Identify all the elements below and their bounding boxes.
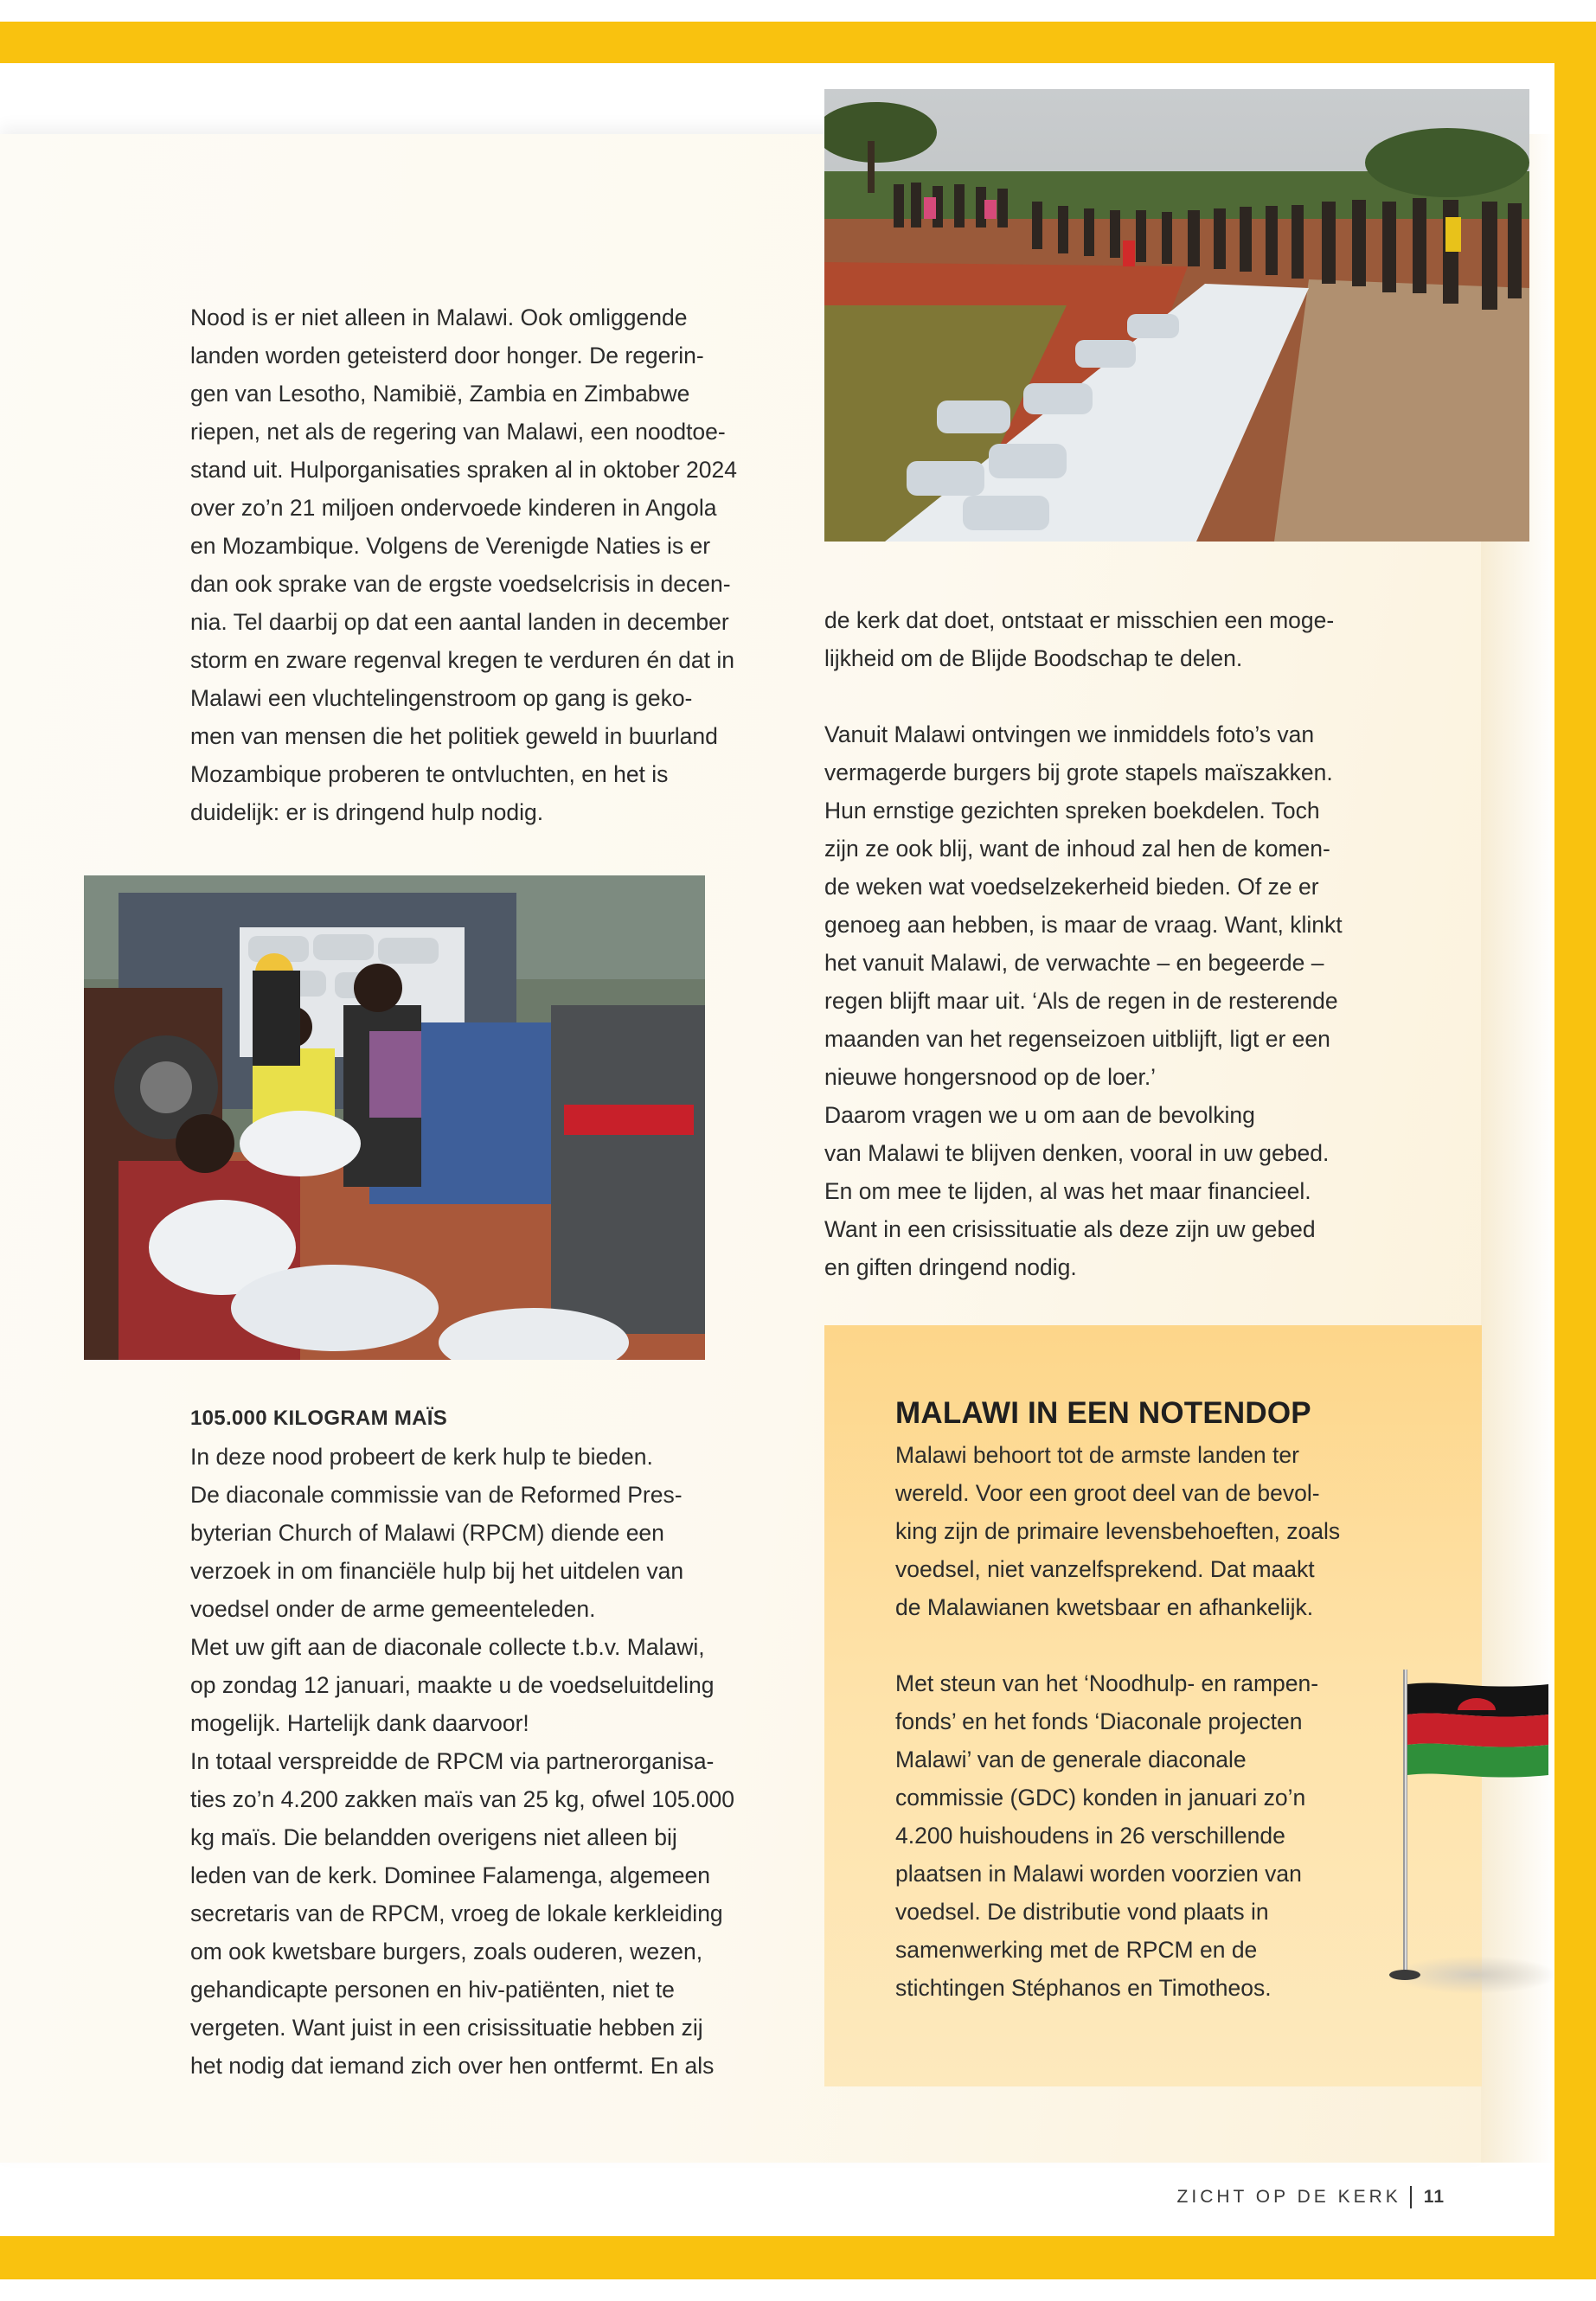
maize-text-line: secretaris van de RPCM, vroeg de lokale kerkleiding <box>190 1900 723 1926</box>
intro-text-line: storm en zware regenval kregen te verduren én dat in <box>190 647 734 673</box>
intro-text-line: gen van Lesotho, Namibië, Zambia en Zimbabwe <box>190 381 690 407</box>
intro-text-line: riepen, net als de regering van Malawi, een noodtoe- <box>190 419 726 445</box>
intro-text <box>190 298 787 831</box>
fact-box-line: voedsel. De distributie vond plaats in <box>895 1899 1269 1925</box>
magazine-name: ZICHT OP DE KERK <box>1176 2187 1401 2207</box>
right-text-line: en giften dringend nodig. <box>824 1254 1077 1280</box>
fact-box-line: samenwerking met de RPCM en de <box>895 1937 1258 1963</box>
maize-text-line: voedsel onder de arme gemeenteleden. <box>190 1596 596 1622</box>
intro-text-line: duidelijk: er is dringend hulp nodig. <box>190 799 544 825</box>
intro-text-line: men van mensen die het politiek geweld in buurland <box>190 723 718 749</box>
intro-text-line: Mozambique proberen te ontvluchten, en het is <box>190 761 669 787</box>
right-text-line: de kerk dat doet, ontstaat er misschien een moge- <box>824 607 1335 633</box>
intro-text-line: Nood is er niet alleen in Malawi. Ook omliggende <box>190 304 688 330</box>
right-text-line: Want in een crisissituatie als deze zijn uw gebed <box>824 1216 1316 1242</box>
right-text-line: Vanuit Malawi ontvingen we inmiddels foto’s van <box>824 721 1315 747</box>
fact-box-line: wereld. Voor een groot deel van de bevol- <box>895 1480 1320 1506</box>
fact-box-line: voedsel, niet vanzelfsprekend. Dat maakt <box>895 1556 1315 1582</box>
right-text-line: En om mee te lijden, al was het maar financieel. <box>824 1178 1311 1204</box>
maize-text-line: De diaconale commissie van de Reformed Pres- <box>190 1482 683 1508</box>
right-text-line: regen blijft maar uit. ‘Als de regen in de resterende <box>824 988 1338 1014</box>
maize-text-line: Met uw gift aan de diaconale collecte t.b.v. Malawi, <box>190 1634 705 1660</box>
right-text-line: de weken wat voedselzekerheid bieden. Of ze er <box>824 874 1319 900</box>
section-heading-maize: 105.000 KILOGRAM MAÏS <box>190 1407 448 1430</box>
maize-text-line: kg maïs. Die belandden overigens niet alleen bij <box>190 1824 677 1850</box>
maize-text-line: verzoek in om financiële hulp bij het uitdelen van <box>190 1558 684 1584</box>
intro-text-line: over zo’n 21 miljoen ondervoede kinderen in Angola <box>190 495 717 521</box>
page-footer <box>1177 2186 1445 2208</box>
frame-bottom-bar <box>0 2236 1596 2279</box>
maize-text-line: om ook kwetsbare burgers, zoals ouderen, wezen, <box>190 1939 703 1965</box>
maize-text-line: op zondag 12 januari, maakte u de voedseluitdeling <box>190 1672 715 1698</box>
footer-separator <box>1410 2186 1412 2208</box>
fact-box-line: Met steun van het ‘Noodhulp- en rampen- <box>895 1670 1319 1696</box>
people-beside-maize-sacks-photo <box>824 89 1529 542</box>
intro-text-line: nia. Tel daarbij op dat een aantal landen in december <box>190 609 729 635</box>
maize-text-line: leden van de kerk. Dominee Falamenga, algemeen <box>190 1862 711 1888</box>
maize-text-line: vergeten. Want juist in een crisissituatie hebben zij <box>190 2015 703 2041</box>
right-text-line: zijn ze ook blij, want de inhoud zal hen de komen- <box>824 836 1330 862</box>
maize-text-line: ties zo’n 4.200 zakken maïs van 25 kg, ofwel 105.000 <box>190 1786 735 1812</box>
intro-text-line: Malawi een vluchtelingenstroom op gang is geko- <box>190 685 693 711</box>
fact-box-line: fonds’ en het fonds ‘Diaconale projecten <box>895 1708 1303 1734</box>
maize-text-line: byterian Church of Malawi (RPCM) diende een <box>190 1520 664 1546</box>
right-text-line: vermagerde burgers bij grote stapels maïszakken. <box>824 760 1333 785</box>
malawi-flag-icon <box>1349 1665 1557 2037</box>
fact-box-line: Malawi’ van de generale diaconale <box>895 1747 1247 1772</box>
fact-box-line: Malawi behoort tot de armste landen ter <box>895 1442 1299 1468</box>
right-column-text <box>824 601 1421 1286</box>
right-text-line: Daarom vragen we u om aan de bevolking <box>824 1102 1255 1128</box>
intro-text-line: en Mozambique. Volgens de Verenigde Naties is er <box>190 533 711 559</box>
right-text-line: maanden van het regenseizoen uitblijft, ligt er een <box>824 1026 1330 1052</box>
right-text-line: nieuwe hongersnood op de loer.’ <box>824 1064 1157 1090</box>
unloading-maize-truck-photo <box>84 875 705 1360</box>
right-text-line: genoeg aan hebben, is maar de vraag. Want, klinkt <box>824 912 1343 938</box>
maize-section-text <box>190 1400 787 2085</box>
frame-top-bar <box>0 22 1596 63</box>
fact-box-title: MALAWI IN EEN NOTENDOP <box>895 1396 1311 1430</box>
right-text-line: lijkheid om de Blijde Boodschap te delen. <box>824 645 1243 671</box>
maize-text-line: gehandicapte personen en hiv-patiënten, niet te <box>190 1977 675 2003</box>
maize-text-line: In deze nood probeert de kerk hulp te bieden. <box>190 1444 653 1470</box>
maize-text-line: het nodig dat iemand zich over hen ontfermt. En als <box>190 2053 715 2079</box>
intro-text-line: dan ook sprake van de ergste voedselcrisis in decen- <box>190 571 731 597</box>
right-text-line: van Malawi te blijven denken, vooral in uw gebed. <box>824 1140 1330 1166</box>
right-text-line: het vanuit Malawi, de verwachte – en begeerde – <box>824 950 1324 976</box>
fact-box-body <box>895 1436 1414 2007</box>
frame-right-bar <box>1554 22 1596 2279</box>
maize-text-line: In totaal verspreidde de RPCM via partnerorganisa- <box>190 1748 715 1774</box>
right-text-line: Hun ernstige gezichten spreken boekdelen. Toch <box>824 798 1320 824</box>
fact-box-line: king zijn de primaire levensbehoeften, zoals <box>895 1518 1341 1544</box>
fact-box-line: commissie (GDC) konden in januari zo’n <box>895 1785 1306 1811</box>
maize-text-line: mogelijk. Hartelijk dank daarvoor! <box>190 1710 529 1736</box>
page-number: 11 <box>1423 2187 1445 2207</box>
fact-box-line: plaatsen in Malawi worden voorzien van <box>895 1861 1302 1887</box>
fact-box-line: de Malawianen kwetsbaar en afhankelijk. <box>895 1594 1314 1620</box>
intro-text-line: landen worden geteisterd door honger. De regerin- <box>190 343 704 369</box>
intro-text-line: stand uit. Hulporganisaties spraken al in oktober 2024 <box>190 457 737 483</box>
fact-box-line: stichtingen Stéphanos en Timotheos. <box>895 1975 1272 2001</box>
fact-box-line: 4.200 huishoudens in 26 verschillende <box>895 1823 1285 1849</box>
